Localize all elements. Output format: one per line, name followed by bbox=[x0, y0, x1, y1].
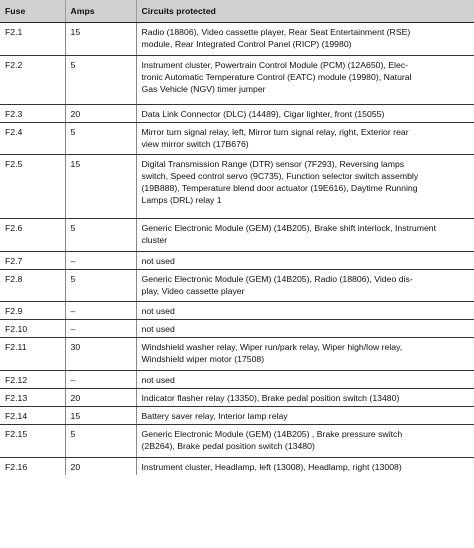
amps-cell: 30 bbox=[65, 338, 136, 371]
circuits-line: Generic Electronic Module (GEM) (14B205) , Brake pressure switch bbox=[141, 429, 403, 439]
amps-cell: 5 bbox=[65, 219, 136, 252]
circuits-line: Instrument cluster, Powertrain Control Module (PCM) (12A650), Elec- bbox=[141, 60, 409, 70]
table-row bbox=[0, 389, 474, 407]
circuits-line: Instrument cluster, Headlamp, left (13008), Headlamp, right (13008) bbox=[141, 462, 402, 472]
amps-cell: 5 bbox=[65, 123, 136, 155]
amps-cell: 5 bbox=[65, 270, 136, 302]
amps-cell: – bbox=[65, 252, 136, 270]
table-row bbox=[0, 458, 474, 476]
amps-cell: 20 bbox=[65, 458, 136, 476]
fuse-cell: F2.6 bbox=[0, 219, 65, 252]
table-row bbox=[0, 338, 474, 371]
table-row bbox=[0, 270, 474, 302]
fuse-cell: F2.16 bbox=[0, 458, 65, 476]
table-row bbox=[0, 407, 474, 425]
amps-cell: – bbox=[65, 302, 136, 320]
amps-cell: 15 bbox=[65, 23, 136, 56]
fuse-cell: F2.8 bbox=[0, 270, 65, 302]
header-circuits: Circuits protected bbox=[136, 0, 474, 23]
circuits-line: not used bbox=[141, 306, 175, 316]
circuits-cell bbox=[136, 407, 474, 425]
fuse-cell: F2.1 bbox=[0, 23, 65, 56]
header-amps: Amps bbox=[65, 0, 136, 23]
circuits-cell bbox=[136, 123, 474, 155]
circuits-cell bbox=[136, 252, 474, 270]
amps-cell: 20 bbox=[65, 389, 136, 407]
header-fuse: Fuse bbox=[0, 0, 65, 23]
circuits-cell bbox=[136, 155, 474, 219]
fuse-cell: F2.5 bbox=[0, 155, 65, 219]
fuse-cell: F2.9 bbox=[0, 302, 65, 320]
circuits-line: Windshield washer relay, Wiper run/park relay, Wiper high/low relay, bbox=[141, 342, 403, 352]
circuits-line: Generic Electronic Module (GEM) (14B205), Radio (18806), Video dis- bbox=[141, 274, 413, 284]
circuits-line: view mirror switch (17B676) bbox=[141, 139, 249, 149]
circuits-cell bbox=[136, 425, 474, 458]
amps-cell: 20 bbox=[65, 105, 136, 123]
amps-cell: 5 bbox=[65, 56, 136, 105]
circuits-cell bbox=[136, 302, 474, 320]
amps-cell: 15 bbox=[65, 407, 136, 425]
table-row bbox=[0, 302, 474, 320]
circuits-line: not used bbox=[141, 375, 175, 385]
table-row bbox=[0, 252, 474, 270]
table-row bbox=[0, 123, 474, 155]
fuse-cell: F2.15 bbox=[0, 425, 65, 458]
table-row bbox=[0, 219, 474, 252]
table-row bbox=[0, 56, 474, 105]
table-row bbox=[0, 155, 474, 219]
fuse-cell: F2.4 bbox=[0, 123, 65, 155]
circuits-line: not used bbox=[141, 324, 175, 334]
circuits-cell bbox=[136, 338, 474, 371]
circuits-line: not used bbox=[141, 256, 175, 266]
table-row bbox=[0, 320, 474, 338]
circuits-cell bbox=[136, 23, 474, 56]
circuits-line: Indicator flasher relay (13350), Brake pedal position switch (13480) bbox=[141, 393, 400, 403]
circuits-line: (19B888), Temperature blend door actuator (19E616), Daytime Running bbox=[141, 183, 418, 193]
circuits-line: cluster bbox=[141, 235, 168, 245]
fuse-cell: F2.14 bbox=[0, 407, 65, 425]
circuits-cell bbox=[136, 458, 474, 476]
fuse-cell: F2.10 bbox=[0, 320, 65, 338]
circuits-cell bbox=[136, 320, 474, 338]
amps-cell: 5 bbox=[65, 425, 136, 458]
table-header bbox=[0, 0, 474, 23]
circuits-line: (2B264), Brake pedal position switch (13480) bbox=[141, 441, 315, 451]
circuits-cell bbox=[136, 219, 474, 252]
circuits-line: module, Rear Integrated Control Panel (RICP) (19980) bbox=[141, 39, 352, 49]
circuits-line: Radio (18806), Video cassette player, Rear Seat Entertainment (RSE) bbox=[141, 27, 411, 37]
fuse-cell: F2.13 bbox=[0, 389, 65, 407]
table-row bbox=[0, 425, 474, 458]
fuse-cell: F2.12 bbox=[0, 371, 65, 389]
circuits-line: play, Video cassette player bbox=[141, 286, 245, 296]
header-row bbox=[0, 0, 474, 23]
amps-cell: – bbox=[65, 371, 136, 389]
circuits-cell bbox=[136, 105, 474, 123]
circuits-cell bbox=[136, 389, 474, 407]
circuits-line: Gas Vehicle (NGV) timer jumper bbox=[141, 84, 266, 94]
amps-cell: 15 bbox=[65, 155, 136, 219]
circuits-line: Battery saver relay, Interior lamp relay bbox=[141, 411, 288, 421]
circuits-line: switch, Speed control servo (9C735), Function selector switch assembly bbox=[141, 171, 419, 181]
table-row bbox=[0, 105, 474, 123]
circuits-line: tronic Automatic Temperature Control (EATC) module (19980), Natural bbox=[141, 72, 412, 82]
circuits-line: Digital Transmission Range (DTR) sensor (7F293), Reversing lamps bbox=[141, 159, 405, 169]
table-body bbox=[0, 23, 474, 476]
table-row bbox=[0, 23, 474, 56]
circuits-line: Generic Electronic Module (GEM) (14B205), Brake shift interlock, Instrument bbox=[141, 223, 437, 233]
circuits-line: Lamps (DRL) relay 1 bbox=[141, 195, 222, 205]
circuits-cell bbox=[136, 56, 474, 105]
table-row bbox=[0, 371, 474, 389]
circuits-line: Windshield wiper motor (17508) bbox=[141, 354, 265, 364]
circuits-cell bbox=[136, 371, 474, 389]
fuse-cell: F2.3 bbox=[0, 105, 65, 123]
fuse-cell: F2.7 bbox=[0, 252, 65, 270]
fuse-cell: F2.11 bbox=[0, 338, 65, 371]
fuse-cell: F2.2 bbox=[0, 56, 65, 105]
circuits-line: Mirror turn signal relay, left, Mirror turn signal relay, right, Exterior rear bbox=[141, 127, 409, 137]
circuits-line: Data Link Connector (DLC) (14489), Cigar lighter, front (15055) bbox=[141, 109, 385, 119]
amps-cell: – bbox=[65, 320, 136, 338]
circuits-cell bbox=[136, 270, 474, 302]
